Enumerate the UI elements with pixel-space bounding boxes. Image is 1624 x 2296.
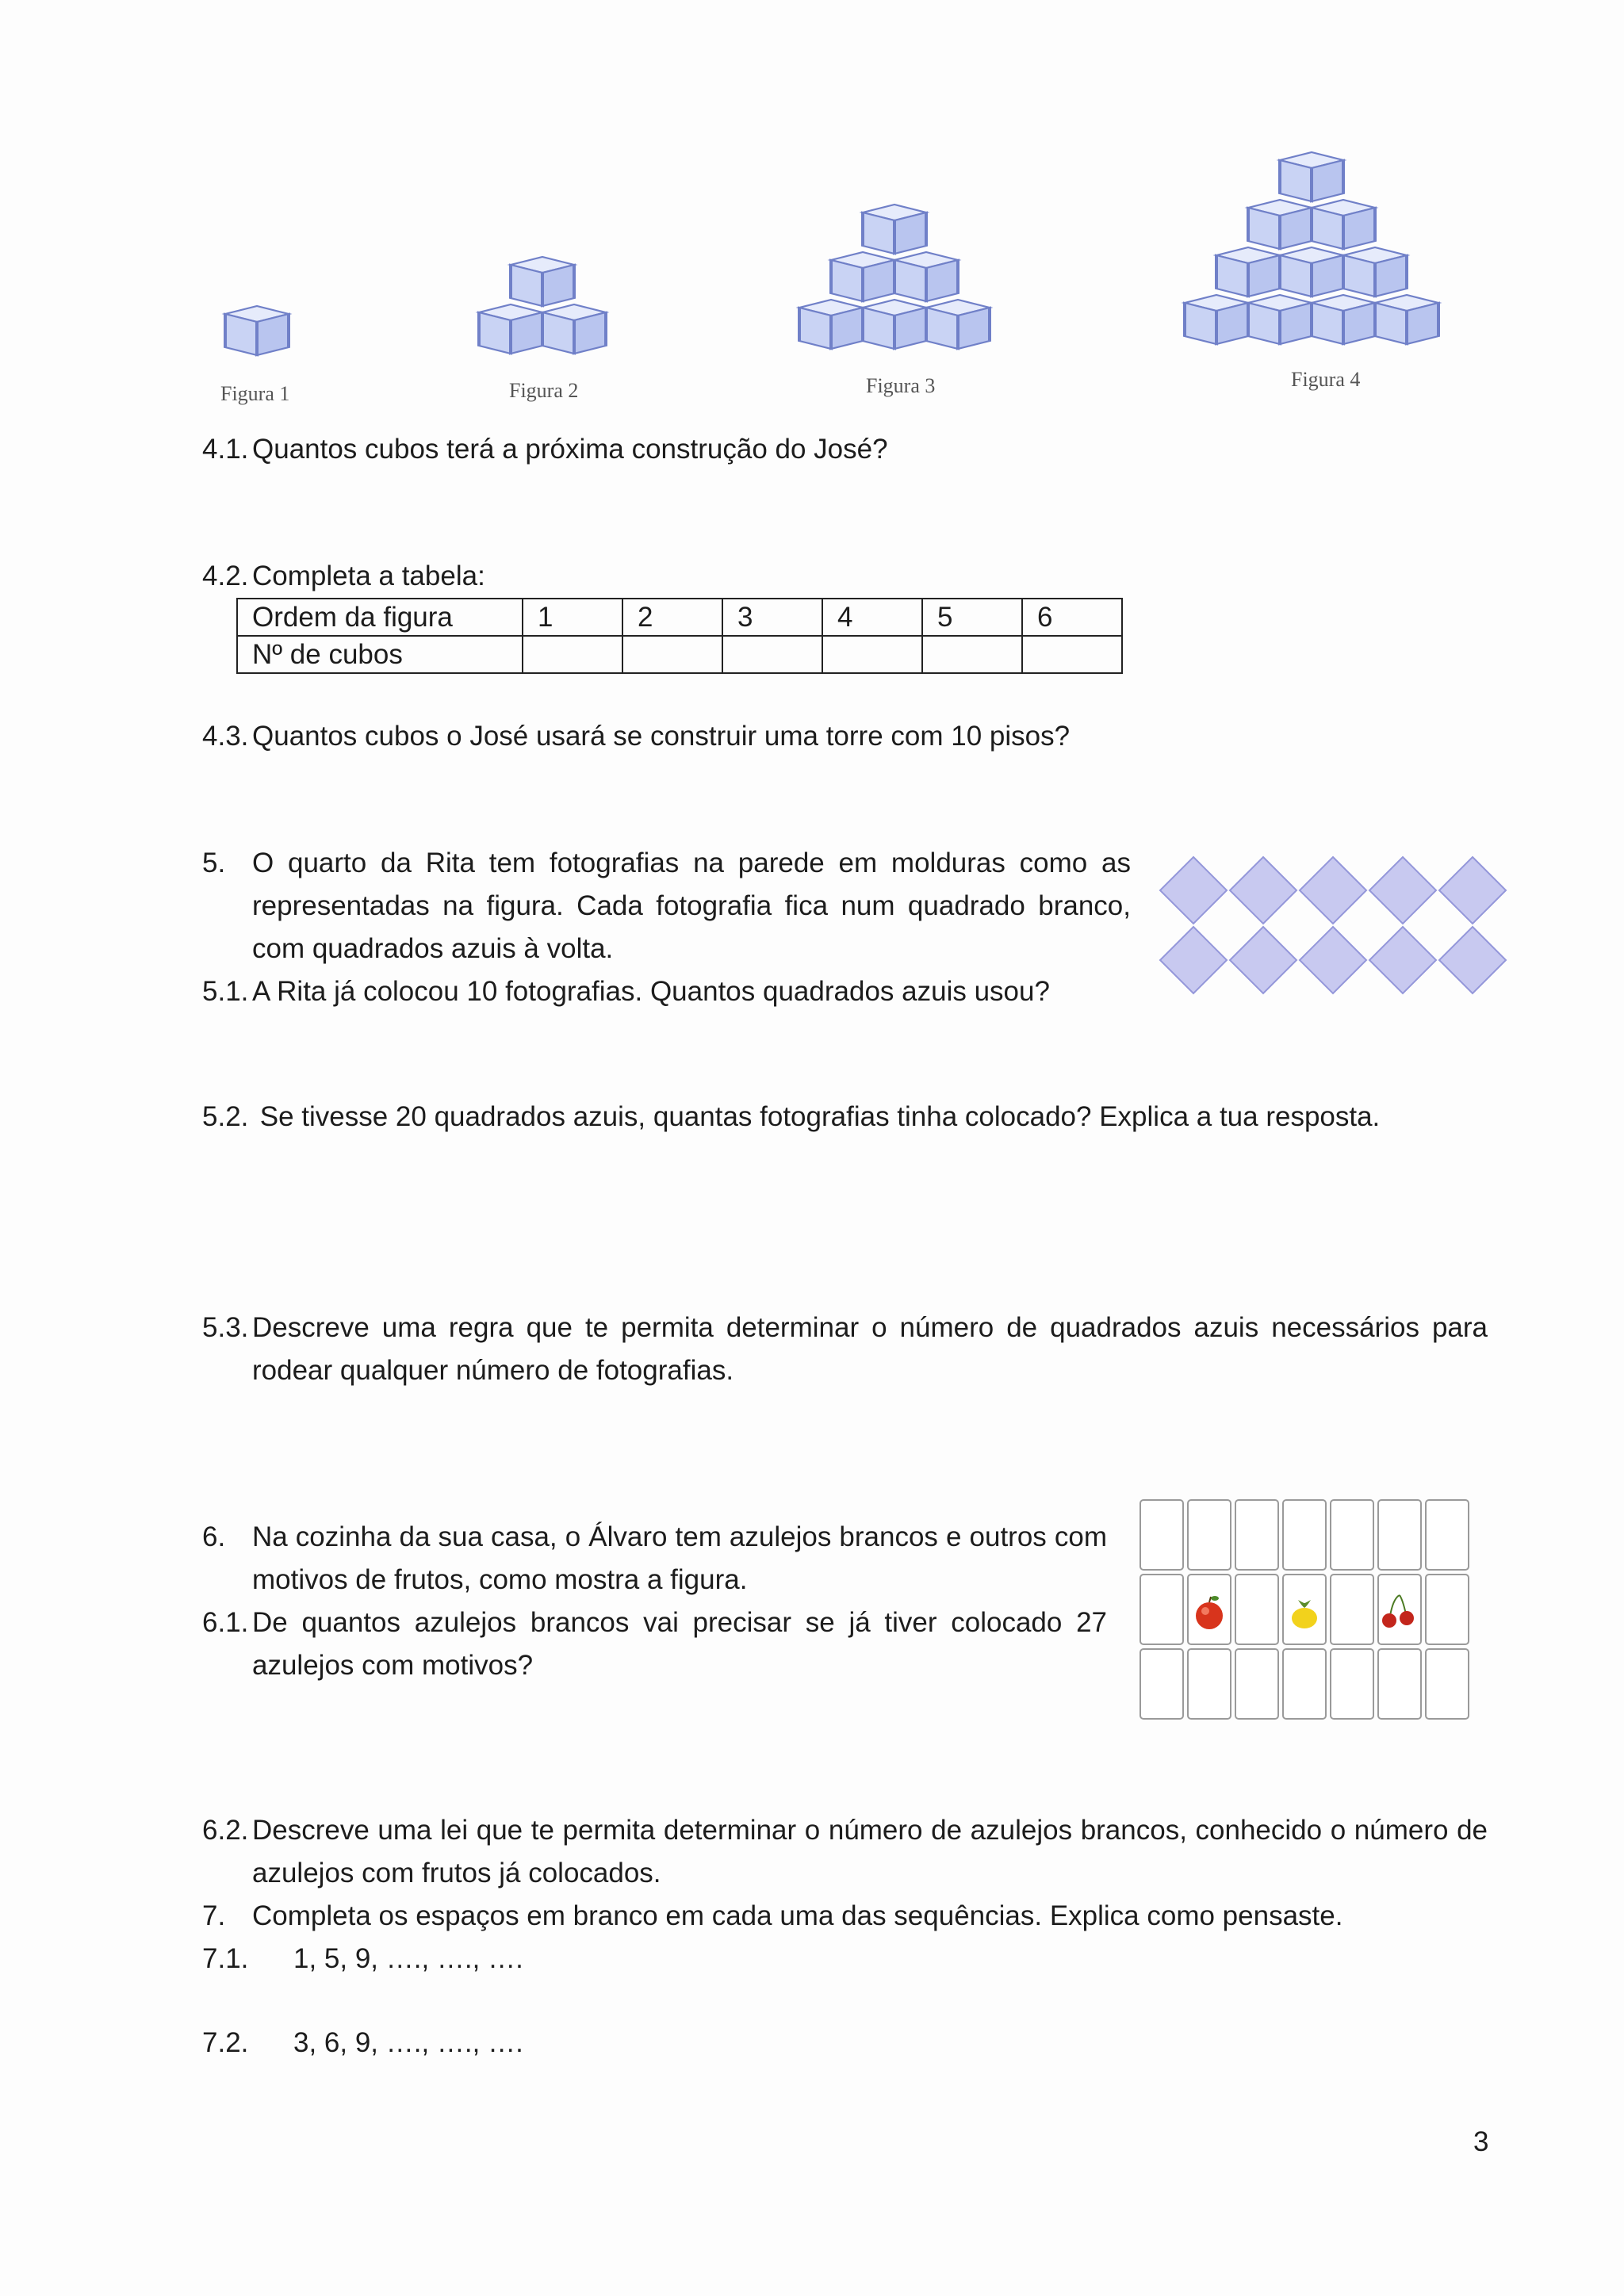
table-row	[237, 636, 1122, 673]
q7-1-sequence: 1, 5, 9, …., …., ….	[293, 1943, 523, 1974]
q5-2-number: 5.2.	[202, 1101, 249, 1132]
q6-1-line-2: azulejos com motivos?	[252, 1650, 534, 1681]
page-number: 3	[1473, 2126, 1489, 2157]
q6-number: 6.	[202, 1521, 226, 1552]
q5-1-text: A Rita já colocou 10 fotografias. Quantos quadrados azuis usou?	[252, 976, 1050, 1007]
answer-cell[interactable]	[922, 636, 1022, 673]
table-header-cubes: Nº de cubos	[237, 636, 523, 673]
answer-cell[interactable]	[622, 636, 722, 673]
kitchen-tiles-figure	[1136, 1497, 1477, 1735]
answer-cell[interactable]	[822, 636, 922, 673]
q4-3-text: Quantos cubos o José usará se construir uma torre com 10 pisos?	[252, 721, 1071, 752]
q6-2-line-2: azulejos com frutos já colocados.	[252, 1858, 661, 1888]
q6-1-line-1: De quantos azulejos brancos vai precisar se já tiver colocado 27	[252, 1607, 1107, 1638]
q6-1-number: 6.1.	[202, 1607, 249, 1638]
figure-2-cubes	[479, 257, 606, 354]
q4-1-text: Quantos cubos terá a próxima construção do José?	[252, 434, 888, 465]
q4-2-text: Completa a tabela:	[252, 561, 485, 591]
q7-number: 7.	[202, 1900, 226, 1931]
q6-2-line-1: Descreve uma lei que te permita determinar o número de azulejos brancos, conhecido o número de	[252, 1815, 1488, 1846]
q4-3-number: 4.3.	[202, 721, 249, 752]
q5-1-number: 5.1.	[202, 976, 249, 1007]
table-row	[237, 599, 1122, 636]
cube-figures	[206, 143, 1475, 396]
table-header-order: Ordem da figura	[237, 599, 523, 636]
q6-line-1: Na cozinha da sua casa, o Álvaro tem azulejos brancos e outros com	[252, 1521, 1107, 1552]
q6-2-number: 6.2.	[202, 1815, 249, 1846]
q6-line-2: motivos de frutos, como mostra a figura.	[252, 1564, 748, 1595]
q5-line-3: com quadrados azuis à volta.	[252, 933, 614, 964]
table-cell: 1	[523, 599, 622, 636]
figure-4-label: Figura 4	[1291, 368, 1361, 391]
figure-1-cubes	[225, 306, 289, 355]
q7-text: Completa os espaços em branco em cada uma das sequências. Explica como pensaste.	[252, 1900, 1343, 1931]
table-cell: 2	[622, 599, 722, 636]
table-cell: 4	[822, 599, 922, 636]
q5-2-text: Se tivesse 20 quadrados azuis, quantas fotografias tinha colocado? Explica a tua resposta.	[252, 1101, 1381, 1132]
answer-cell[interactable]	[722, 636, 822, 673]
table-cell: 3	[722, 599, 822, 636]
figure-4-cubes	[1185, 152, 1438, 344]
q7-1-number: 7.1.	[202, 1943, 249, 1974]
q5-3-line-2: rodear qualquer número de fotografias.	[252, 1355, 734, 1386]
q4-2-number: 4.2.	[202, 561, 249, 591]
table-cell: 6	[1022, 599, 1122, 636]
q7-2-sequence: 3, 6, 9, …., …., ….	[293, 2027, 523, 2058]
q7-2-number: 7.2.	[202, 2027, 249, 2058]
answer-cell[interactable]	[1022, 636, 1122, 673]
q5-number: 5.	[202, 848, 226, 878]
cubes-table	[236, 598, 1123, 674]
table-cell: 5	[922, 599, 1022, 636]
figure-3-cubes	[799, 205, 990, 349]
q5-3-line-1: Descreve uma regra que te permita determinar o número de quadrados azuis necessários para	[252, 1312, 1488, 1343]
q5-3-number: 5.3.	[202, 1312, 249, 1343]
answer-cell[interactable]	[523, 636, 622, 673]
q5-line-1: O quarto da Rita tem fotografias na parede em molduras como as	[252, 848, 1131, 878]
photo-frame-figure	[1158, 852, 1522, 1003]
figure-2-label: Figura 2	[509, 379, 579, 402]
figure-3-label: Figura 3	[866, 374, 936, 397]
figure-1-label: Figura 1	[220, 382, 290, 405]
q5-line-2: representadas na figura. Cada fotografia fica num quadrado branco,	[252, 890, 1131, 921]
q4-1-number: 4.1.	[202, 434, 249, 465]
